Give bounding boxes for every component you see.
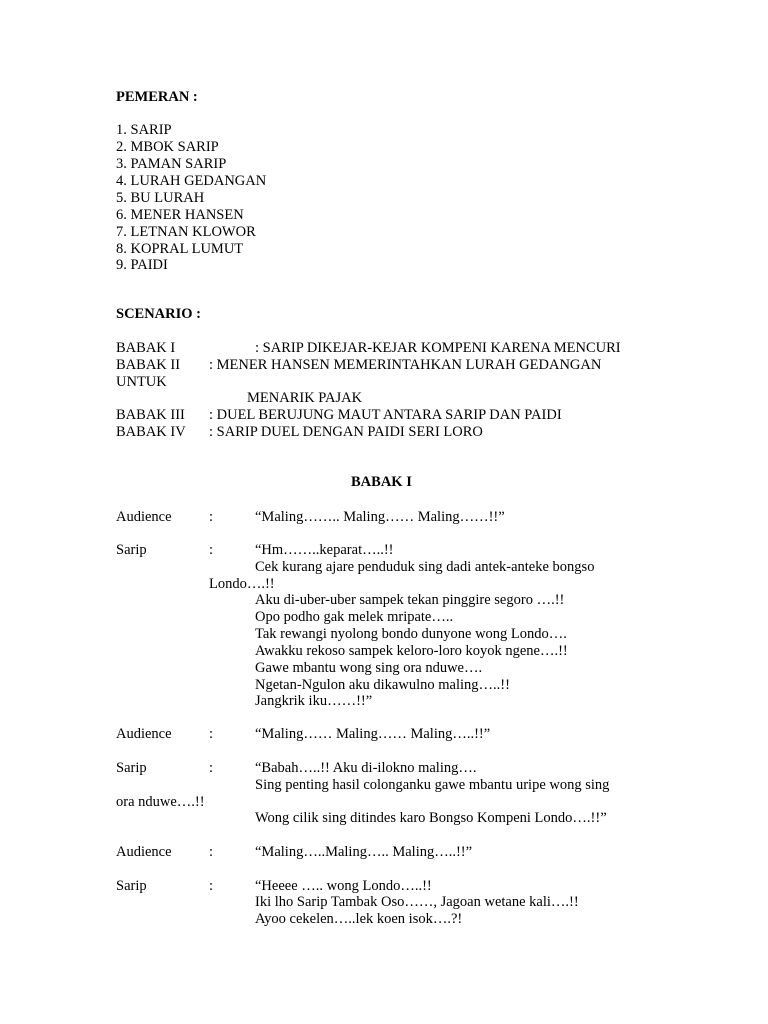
dialogue-line: “Maling…..Maling….. Maling…..!!” — [255, 844, 473, 860]
act-label: BABAK I — [116, 340, 176, 356]
dialogue-speaker: Audience — [116, 509, 172, 525]
dialogue-line: Gawe mbantu wong sing ora nduwe…. — [255, 660, 483, 676]
act-description-wrap: MENARIK PAJAK — [247, 390, 363, 406]
act-description-wrap: UNTUK — [116, 374, 167, 390]
dialogue-line: ora nduwe….!! — [116, 794, 205, 810]
dialogue-line: Aku di-uber-uber sampek tekan pinggire segoro ….!! — [255, 592, 565, 608]
dialogue-line: Jangkrik iku……!!” — [255, 693, 373, 709]
dialogue-line: Opo podho gak melek mripate….. — [255, 609, 454, 625]
act-description: : DUEL BERUJUNG MAUT ANTARA SARIP DAN PAIDI — [209, 407, 562, 423]
dialogue-line: Cek kurang ajare penduduk sing dadi antek-anteke bongso — [255, 559, 595, 575]
dialogue-line: Tak rewangi nyolong bondo dunyone wong Londo…. — [255, 626, 567, 642]
cast-item: 5. BU LURAH — [116, 190, 205, 206]
cast-item: 6. MENER HANSEN — [116, 207, 244, 223]
dialogue-colon: : — [209, 760, 214, 776]
dialogue-line: Sing penting hasil colonganku gawe mbantu uripe wong sing — [255, 777, 610, 793]
dialogue-colon: : — [209, 844, 214, 860]
act-description: : MENER HANSEN MEMERINTAHKAN LURAH GEDANGAN — [209, 357, 602, 373]
dialogue-line: “Babah…..!! Aku di-ilokno maling…. — [255, 760, 477, 776]
dialogue-line: Wong cilik sing ditindes karo Bongso Kompeni Londo….!!” — [255, 810, 607, 826]
act-description: : SARIP DUEL DENGAN PAIDI SERI LORO — [209, 424, 483, 440]
cast-item: 3. PAMAN SARIP — [116, 156, 227, 172]
act-label: BABAK III — [116, 407, 185, 423]
dialogue-line: Iki lho Sarip Tambak Oso……, Jagoan wetane kali….!! — [255, 894, 579, 910]
dialogue-line: Awakku rekoso sampek keloro-loro koyok ngene….!! — [255, 643, 568, 659]
dialogue-colon: : — [209, 878, 214, 894]
cast-item: 4. LURAH GEDANGAN — [116, 173, 267, 189]
dialogue-speaker: Sarip — [116, 542, 147, 558]
dialogue-speaker: Sarip — [116, 878, 147, 894]
dialogue-line: “Maling…….. Maling…… Maling……!!” — [255, 509, 505, 525]
cast-item: 2. MBOK SARIP — [116, 139, 219, 155]
cast-item: 7. LETNAN KLOWOR — [116, 224, 256, 240]
dialogue-speaker: Sarip — [116, 760, 147, 776]
dialogue-line: “Maling…… Maling…… Maling…..!!” — [255, 726, 491, 742]
dialogue-line: Ngetan-Ngulon aku dikawulno maling…..!! — [255, 677, 510, 693]
cast-item: 1. SARIP — [116, 122, 172, 138]
dialogue-colon: : — [209, 726, 214, 742]
dialogue-line: “Hm……..keparat…..!! — [255, 542, 394, 558]
act-description: : SARIP DIKEJAR-KEJAR KOMPENI KARENA MENCURI — [255, 340, 621, 356]
dialogue-speaker: Audience — [116, 726, 172, 742]
cast-item: 8. KOPRAL LUMUT — [116, 241, 244, 257]
dialogue-speaker: Audience — [116, 844, 172, 860]
dialogue-line: Londo….!! — [209, 576, 275, 592]
act-label: BABAK IV — [116, 424, 186, 440]
scenario-heading: SCENARIO : — [116, 306, 201, 322]
dialogue-line: Ayoo cekelen…..lek koen isok….?! — [255, 911, 463, 927]
act-title: BABAK I — [351, 474, 412, 490]
act-label: BABAK II — [116, 357, 181, 373]
cast-heading: PEMERAN : — [116, 89, 198, 105]
cast-item: 9. PAIDI — [116, 257, 168, 273]
dialogue-colon: : — [209, 542, 214, 558]
dialogue-colon: : — [209, 509, 214, 525]
dialogue-line: “Heeee ….. wong Londo…..!! — [255, 878, 432, 894]
